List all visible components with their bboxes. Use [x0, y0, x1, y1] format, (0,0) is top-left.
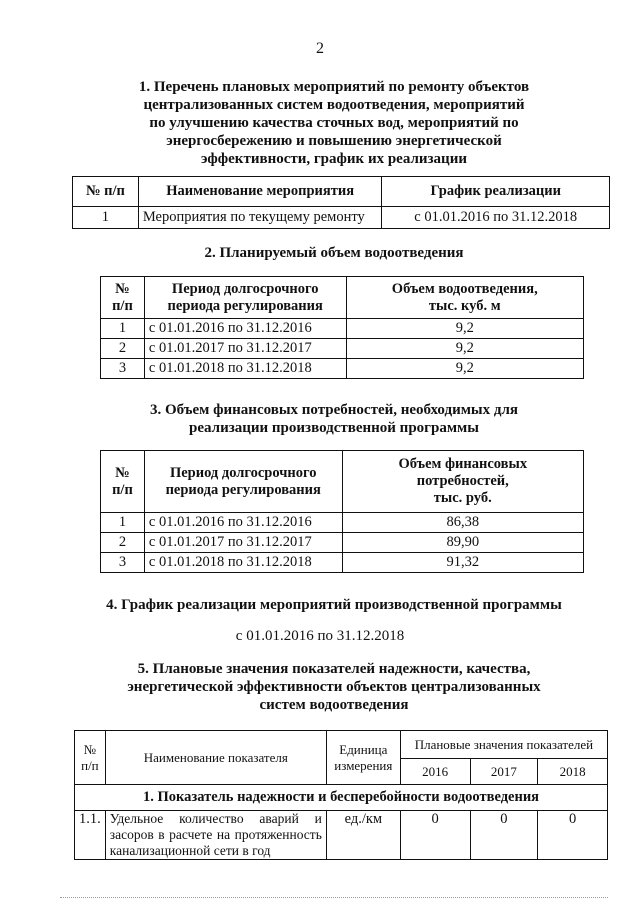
table-row: [101, 513, 584, 533]
table-row: [73, 207, 610, 229]
cell-unit: ед./км: [326, 811, 400, 860]
cell-period: с 01.01.2016 по 31.12.2016: [144, 513, 342, 533]
table-row: [101, 533, 584, 553]
header-unit-line: измерения: [334, 757, 393, 773]
section5-heading-line: систем водоотведения: [259, 697, 409, 713]
cell-schedule: с 01.01.2016 по 31.12.2018: [382, 207, 610, 229]
cell-financial-value: 89,90: [342, 533, 583, 553]
section1-heading-line: по улучшению качества сточных вод, мероприятий по: [149, 115, 519, 131]
section1-heading-line: эффективности, график их реализации: [201, 151, 467, 167]
header-volume-line: Объем водоотведения,: [391, 280, 538, 297]
header-unit-line: Единица: [339, 741, 388, 757]
cell-num: 2: [101, 533, 145, 553]
header-num: [101, 277, 145, 319]
header-num-line: №: [115, 464, 130, 481]
section1-heading-line: централизованных систем водоотведения, мероприятий: [143, 97, 525, 113]
header-financial-needs: [342, 451, 583, 513]
section4-schedule: с 01.01.2016 по 31.12.2018: [235, 628, 405, 644]
header-volume-line: тыс. куб. м: [428, 297, 501, 314]
cell-value-2017: 0: [470, 811, 538, 860]
table-row: [101, 339, 584, 359]
section2-heading: 2. Планируемый объем водоотведения: [204, 245, 464, 261]
header-num-line: №: [83, 741, 97, 757]
table-row: [101, 359, 584, 379]
cell-value-2016: 0: [400, 811, 470, 860]
header-num-line: п/п: [112, 297, 133, 314]
table-header-row: [75, 731, 608, 759]
section1-table: [72, 176, 610, 229]
header-num: № п/п: [73, 177, 139, 207]
header-schedule: График реализации: [382, 177, 610, 207]
cell-financial-value: 86,38: [342, 513, 583, 533]
cell-indicator-name: Удельное количество аварий и засоров в расчете на протяженность канализационной сети в год: [105, 811, 326, 860]
header-period-line: Период долгосрочного: [171, 280, 319, 297]
cell-num: 1: [101, 319, 145, 339]
section3-heading-line: реализации производственной программы: [189, 420, 479, 436]
header-planned-values: Плановые значения показателей: [400, 731, 607, 759]
header-period-line: периода регулирования: [165, 481, 321, 498]
cell-volume: 9,2: [346, 319, 583, 339]
cell-num: 3: [101, 553, 145, 573]
cell-num: 1: [73, 207, 139, 229]
cell-period: с 01.01.2018 по 31.12.2018: [144, 553, 342, 573]
cell-financial-value: 91,32: [342, 553, 583, 573]
cell-volume: 9,2: [346, 339, 583, 359]
section3-table: [100, 450, 584, 573]
header-unit: [326, 731, 400, 785]
table-header-row: [101, 277, 584, 319]
header-period-line: периода регулирования: [167, 297, 323, 314]
section3-heading-line: 3. Объем финансовых потребностей, необходимых для: [149, 402, 519, 418]
page-bottom-rule: [60, 897, 608, 898]
header-activity-name: Наименование мероприятия: [138, 177, 382, 207]
cell-value-2018: 0: [538, 811, 608, 860]
cell-period: с 01.01.2017 по 31.12.2017: [144, 339, 346, 359]
section5-heading-line: энергетической эффективности объектов централизованных: [127, 679, 541, 695]
cell-activity-name: Мероприятия по текущему ремонту: [138, 207, 382, 229]
header-indicator-name: Наименование показателя: [105, 731, 326, 785]
table-row: [101, 553, 584, 573]
section4-heading: 4. График реализации мероприятий производственной программы: [106, 597, 562, 613]
cell-num: 1: [101, 513, 145, 533]
header-year: 2016: [400, 759, 470, 785]
cell-period: с 01.01.2016 по 31.12.2016: [144, 319, 346, 339]
section5-heading: [60, 660, 608, 714]
section5-table: [74, 730, 608, 860]
table-category-row: [75, 785, 608, 811]
section5-heading-line: 5. Плановые значения показателей надежности, качества,: [137, 661, 531, 677]
cell-num: 1.1.: [75, 811, 106, 860]
header-num-line: п/п: [112, 481, 133, 498]
section1-heading-line: 1. Перечень плановых мероприятий по ремонту объектов: [138, 79, 530, 95]
cell-period: с 01.01.2018 по 31.12.2018: [144, 359, 346, 379]
table-row: [75, 811, 608, 860]
header-financial-line: тыс. руб.: [433, 490, 492, 506]
header-num: [101, 451, 145, 513]
category-label: 1. Показатель надежности и бесперебойности водоотведения: [75, 785, 608, 811]
header-year: 2018: [538, 759, 608, 785]
cell-period: с 01.01.2017 по 31.12.2017: [144, 533, 342, 553]
cell-num: 3: [101, 359, 145, 379]
header-volume: [346, 277, 583, 319]
page-number: 2: [316, 40, 324, 57]
cell-volume: 9,2: [346, 359, 583, 379]
header-period: [144, 451, 342, 513]
header-period-line: Период долгосрочного: [169, 464, 317, 481]
table-row: [101, 319, 584, 339]
header-financial-line: Объем финансовых: [398, 456, 528, 472]
section2-table: [100, 276, 584, 379]
cell-num: 2: [101, 339, 145, 359]
section3-heading: [60, 401, 608, 437]
table-header-row: [101, 451, 584, 513]
header-num-line: №: [115, 280, 130, 297]
header-period: [144, 277, 346, 319]
header-num: [75, 731, 106, 785]
table-header-row: [73, 177, 610, 207]
header-year: 2017: [470, 759, 538, 785]
header-financial-line: потребностей,: [416, 473, 509, 489]
header-num-line: п/п: [81, 757, 99, 773]
section1-heading: [60, 78, 608, 168]
section1-heading-line: энергосбережению и повышению энергетической: [166, 133, 502, 149]
